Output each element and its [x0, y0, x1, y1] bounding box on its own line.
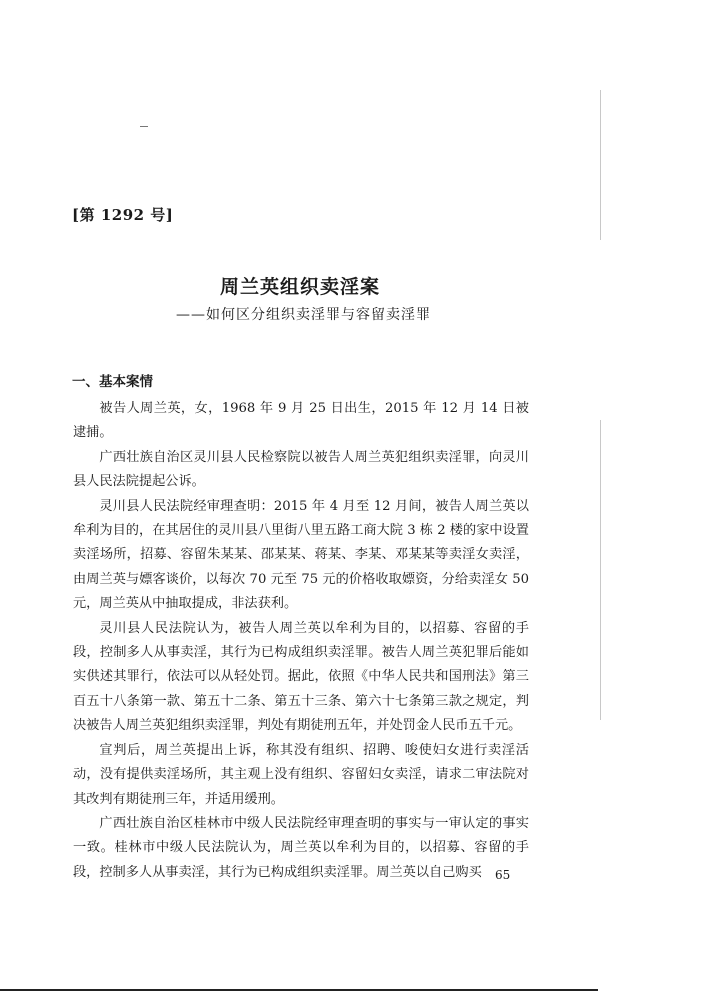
section-heading: 一、基本案情: [72, 374, 153, 390]
paragraph: 灵川县人民法院经审理查明：2015 年 4 月至 12 月间，被告人周兰英以牟利为目的，在其居住的灵川县八里街八里五路工商大院 3 栋 2 楼的家中设置卖淫场所，招募、容留朱某某、邵某某、蒋某、李某、邓某某等卖淫女卖淫，由周兰英与嫖客谈价，以每次 70 元至 75 元的价格收取嫖资，分给卖淫女 50 元，周兰英从中抽取提成，非法获利。: [73, 498, 529, 612]
paragraph: 宣判后，周兰英提出上诉，称其没有组织、招聘、唆使妇女进行卖淫活动，没有提供卖淫场所，其主观上没有组织、容留妇女卖淫，请求二审法院对其改判有期徒刑三年，并适用缓刑。: [73, 742, 529, 807]
case-subtitle: ——如何区分组织卖淫罪与容留卖淫罪: [176, 307, 431, 323]
case-number: [第 1292 号]: [72, 206, 174, 224]
paragraph: 广西壮族自治区灵川县人民检察院以被告人周兰英犯组织卖淫罪，向灵川县人民法院提起公诉。: [73, 449, 529, 490]
page-edge-line: [600, 420, 601, 720]
body-text: [73, 397, 529, 885]
paragraph: 被告人周兰英，女，1968 年 9 月 25 日出生，2015 年 12 月 14 日被逮捕。: [73, 401, 529, 441]
paragraph: 广西壮族自治区桂林市中级人民法院经审理查明的事实与一审认定的事实一致。桂林市中级人民法院认为，周兰英以牟利为目的，以招募、容留的手段，控制多人从事卖淫，其行为已构成组织卖淫罪。周兰英以自己购买: [73, 815, 529, 880]
page-edge-line: [600, 90, 601, 240]
page-number: 65: [495, 868, 511, 882]
bottom-rule: [0, 989, 598, 991]
paragraph: 灵川县人民法院认为，被告人周兰英以牟利为目的，以招募、容留的手段，控制多人从事卖淫，其行为已构成组织卖淫罪。被告人周兰英犯罪后能如实供述其罪行，依法可以从轻处罚。据此，依照《中华人民共和国刑法》第三百五十八条第一款、第五十二条、第五十三条、第六十七条第三款之规定，判决被告人周兰英犯组织卖淫罪，判处有期徒刑五年，并处罚金人民币五千元。: [73, 620, 529, 734]
case-title: 周兰英组织卖淫案: [219, 276, 380, 298]
scan-mark: [140, 126, 148, 127]
